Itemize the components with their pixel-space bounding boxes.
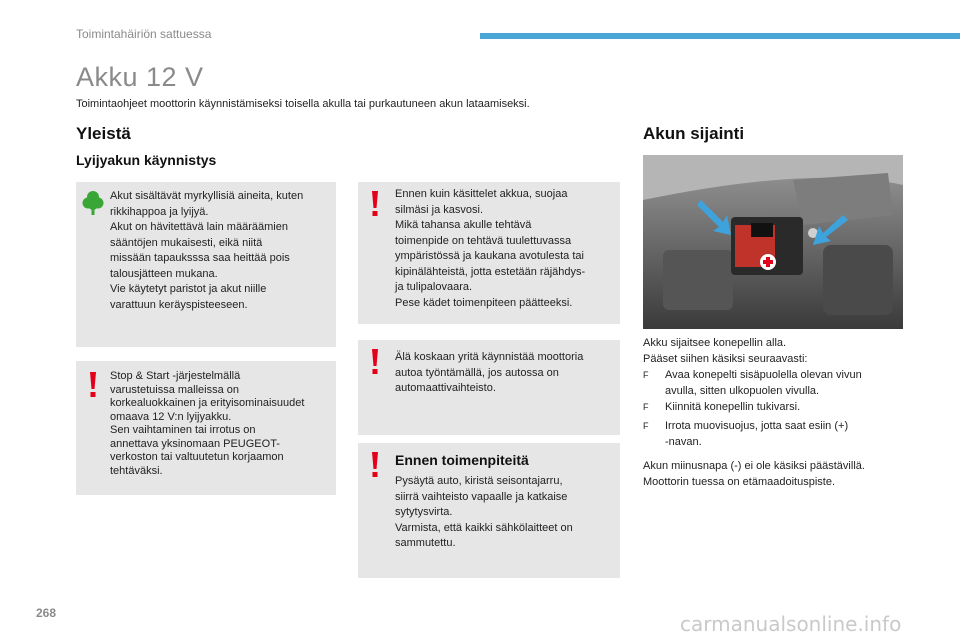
push-start-warning-box — [358, 340, 620, 435]
list-item-text: Avaa konepelti sisäpuolella olevan vivun avulla, sitten ulkopuolen vivulla. — [665, 369, 862, 397]
watermark: carmanualsonline.info — [680, 612, 902, 636]
bullet-icon: F — [643, 370, 649, 380]
battery-location-photo — [643, 155, 903, 329]
page-title: Akku 12 V — [76, 62, 204, 92]
stop-start-warning-text: Stop & Start -järjestelmällä varustetuissa malleissa on korkealuokkainen ja erityisominaisuudet omaava 12 V:n lyijyakku. Sen vaihtaminen tai irrotus on annettava yksinomaan PEUGEOT- verkoston tai valtuutetun korjaamon tehtäväksi. — [110, 370, 305, 477]
bullet-icon: F — [643, 402, 649, 412]
before-actions-text: Pysäytä auto, kiristä seisontajarru, siirrä vaihteisto vapaalle ja katkaise sytytysvirta. Varmista, että kaikki sähkölaitteet on sammutettu. — [395, 475, 573, 549]
stop-start-warning-box — [76, 361, 336, 495]
warning-icon — [368, 451, 382, 479]
bullet-icon: F — [643, 421, 649, 431]
header-accent-bar — [480, 33, 960, 39]
before-actions-heading: Ennen toimenpiteitä — [395, 452, 529, 468]
page-intro: Toimintaohjeet moottorin käynnistämiseksi toisella akulla tai purkautuneen akun lataamiseksi. — [76, 98, 530, 110]
section-heading-general: Yleistä — [76, 124, 131, 143]
list-item-text: Kiinnitä konepellin tukivarsi. — [665, 401, 801, 413]
subheading-lead-acid-start: Lyijyakun käynnistys — [76, 152, 217, 168]
environment-info-text: Akut sisältävät myrkyllisiä aineita, kuten rikkihappoa ja lyijyä. Akut on hävitettävä lain määräämien sääntöjen mukaisesti, eikä niitä missään tapauksssa saa heittää pois talousjätteen mukana. Vie käytetyt paristot ja akut niille varattuun keräyspisteeseen. — [110, 190, 304, 311]
push-start-warning-text: Älä koskaan yritä käynnistää moottoria autoa työntämällä, jos autossa on automaattivaihteisto. — [395, 351, 584, 394]
remote-ground-note: Moottorin tuessa on etämaadoituspiste. — [643, 476, 836, 488]
warning-icon — [368, 348, 382, 376]
before-actions-box — [358, 443, 620, 578]
section-heading-battery-location: Akun sijainti — [643, 124, 745, 143]
environment-info-box — [76, 182, 336, 347]
safety-warning-box — [358, 182, 620, 324]
negative-terminal-note: Akun miinusnapa (-) ei ole käsiksi päästävillä. — [643, 460, 865, 472]
section-title: Toimintahäiriön sattuessa — [76, 27, 212, 41]
warning-icon — [86, 371, 100, 399]
list-item-text: Irrota muovisuojus, jotta saat esiin (+) -navan. — [665, 420, 849, 448]
page-number: 268 — [36, 606, 57, 620]
environment-icon — [82, 190, 104, 216]
battery-access-intro: Pääset siihen käsiksi seuraavasti: — [643, 353, 808, 365]
battery-location-lead: Akku sijaitsee konepellin alla. — [643, 337, 787, 349]
warning-icon — [368, 190, 382, 218]
safety-warning-text: Ennen kuin käsittelet akkua, suojaa silmäsi ja kasvosi. Mikä tahansa akulle tehtävä toimenpide on tehtävä tuulettuvassa ympäristössä ja kaukana avotulesta tai kipinälähteistä, jotta estetään räjähdys- ja tulipalovaara. Pese kädet toimenpiteen päätteeksi. — [395, 188, 586, 309]
